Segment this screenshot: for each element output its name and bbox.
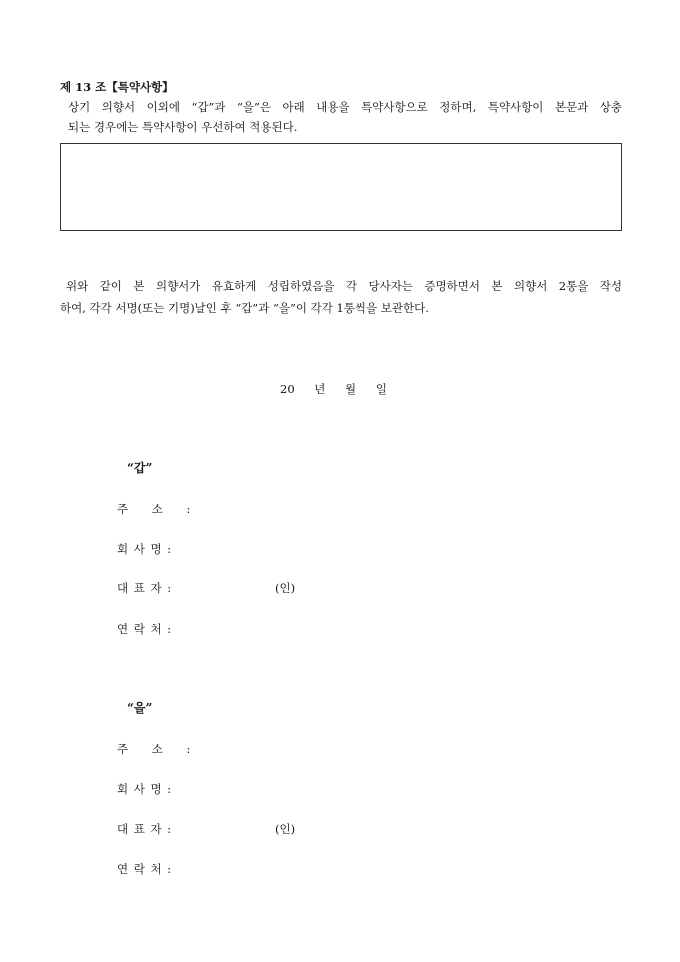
attestation-line-1: 위와 같이 본 의향서가 유효하게 성립하였음을 각 당사자는 증명하면서 본 의향서 2통을 작성: [66, 279, 622, 293]
party-b-company-label: 회 사 명 :: [117, 782, 173, 796]
special-terms-box[interactable]: [60, 143, 622, 231]
party-a-title: “갑”: [127, 461, 153, 475]
signing-date-line: 20 년 월 일: [280, 382, 387, 396]
article-13-line-1: 상기 의향서 이외에 “갑”과 “을”은 아래 내용을 특약사항으로 정하며, 특약사항이 본문과 상충: [68, 100, 622, 114]
party-a-contact-label: 연 락 처 :: [117, 622, 173, 636]
party-a-seal-mark: (인): [275, 581, 296, 595]
party-b-title: “을”: [127, 701, 153, 715]
party-a-company-label: 회 사 명 :: [117, 542, 173, 556]
attestation-line-2: 하여, 각각 서명(또는 기명)날인 후 “갑”과 “을”이 각각 1통씩을 보관한다.: [60, 301, 429, 315]
party-a-representative-label: 대 표 자 :: [117, 581, 173, 595]
article-13-heading: 제 13 조【특약사항】: [60, 80, 174, 94]
attestation-text: [60, 275, 622, 319]
article-13-text: [62, 97, 622, 137]
article-13-line-2: 되는 경우에는 특약사항이 우선하여 적용된다.: [68, 120, 298, 134]
party-b-seal-mark: (인): [275, 822, 296, 836]
party-a-address-label: 주 소 :: [117, 502, 192, 516]
party-b-representative-label: 대 표 자 :: [117, 822, 173, 836]
party-b-contact-label: 연 락 처 :: [117, 862, 173, 876]
party-b-address-label: 주 소 :: [117, 742, 192, 756]
